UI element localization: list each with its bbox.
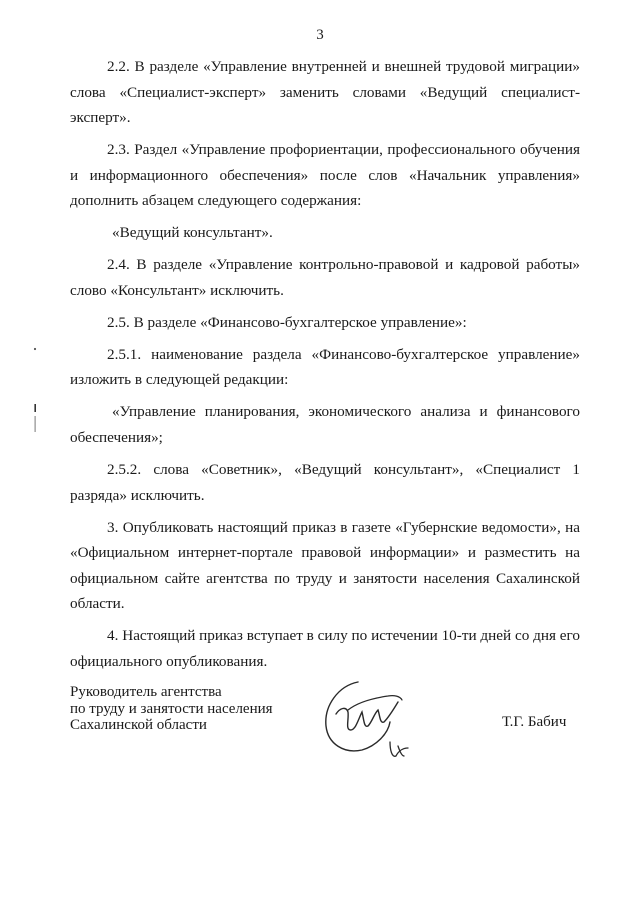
paragraph-2-5: 2.5. В разделе «Финансово-бухгалтерское управление»: [107,313,467,331]
margin-speck [33,345,37,353]
paragraph-2-3-quote: «Ведущий консультант». [112,224,273,242]
paragraph-2-4: 2.4. В разделе «Управление контрольно-правовой и кадровой работы» слово «Консультант» исключить. [70,256,580,299]
paragraph-2-3: 2.3. Раздел «Управление профориентации, профессионального обучения и информационного обеспечения» после слов «Начальник управления» дополнить абзацем следующего содержания: [70,141,580,210]
paragraph-4: 4. Настоящий приказ вступает в силу по истечении 10-ти дней со дня его официального опубликования. [70,627,580,670]
paragraph-2-5-1-quote: «Управление планирования, экономического анализа и финансового обеспечения»; [70,403,580,447]
signatory-position-line: Сахалинской области [70,717,207,733]
paragraph-3: 3. Опубликовать настоящий приказ в газете «Губернские ведомости», на «Официальном интернет-портале правовой информации» и разместить на официальном сайте агентства по труду и занятости населения Сахалинской области. [70,518,580,613]
signatory-position-line: Руководитель агентства [70,684,222,700]
handwritten-signature [318,672,418,768]
signatory-name: Т.Г. Бабич [502,714,567,730]
signatory-position-line: по труду и занятости населения [70,700,273,717]
paragraph-2-5-2: 2.5.2. слова «Советник», «Ведущий консультант», «Специалист 1 разряда» исключить. [70,461,580,504]
signatory-position [70,684,273,734]
paragraph-2-2: 2.2. В разделе «Управление внутренней и внешней трудовой миграции» слова «Специалист-эксперт» заменить словами «Ведущий специалист-эксперт». [70,58,580,127]
page-number: 3 [316,27,324,43]
margin-hole-punch-mark [33,404,37,434]
document-body [70,54,580,681]
paragraph-2-5-1: 2.5.1. наименование раздела «Финансово-бухгалтерское управление» изложить в следующей редакции: [70,345,580,389]
